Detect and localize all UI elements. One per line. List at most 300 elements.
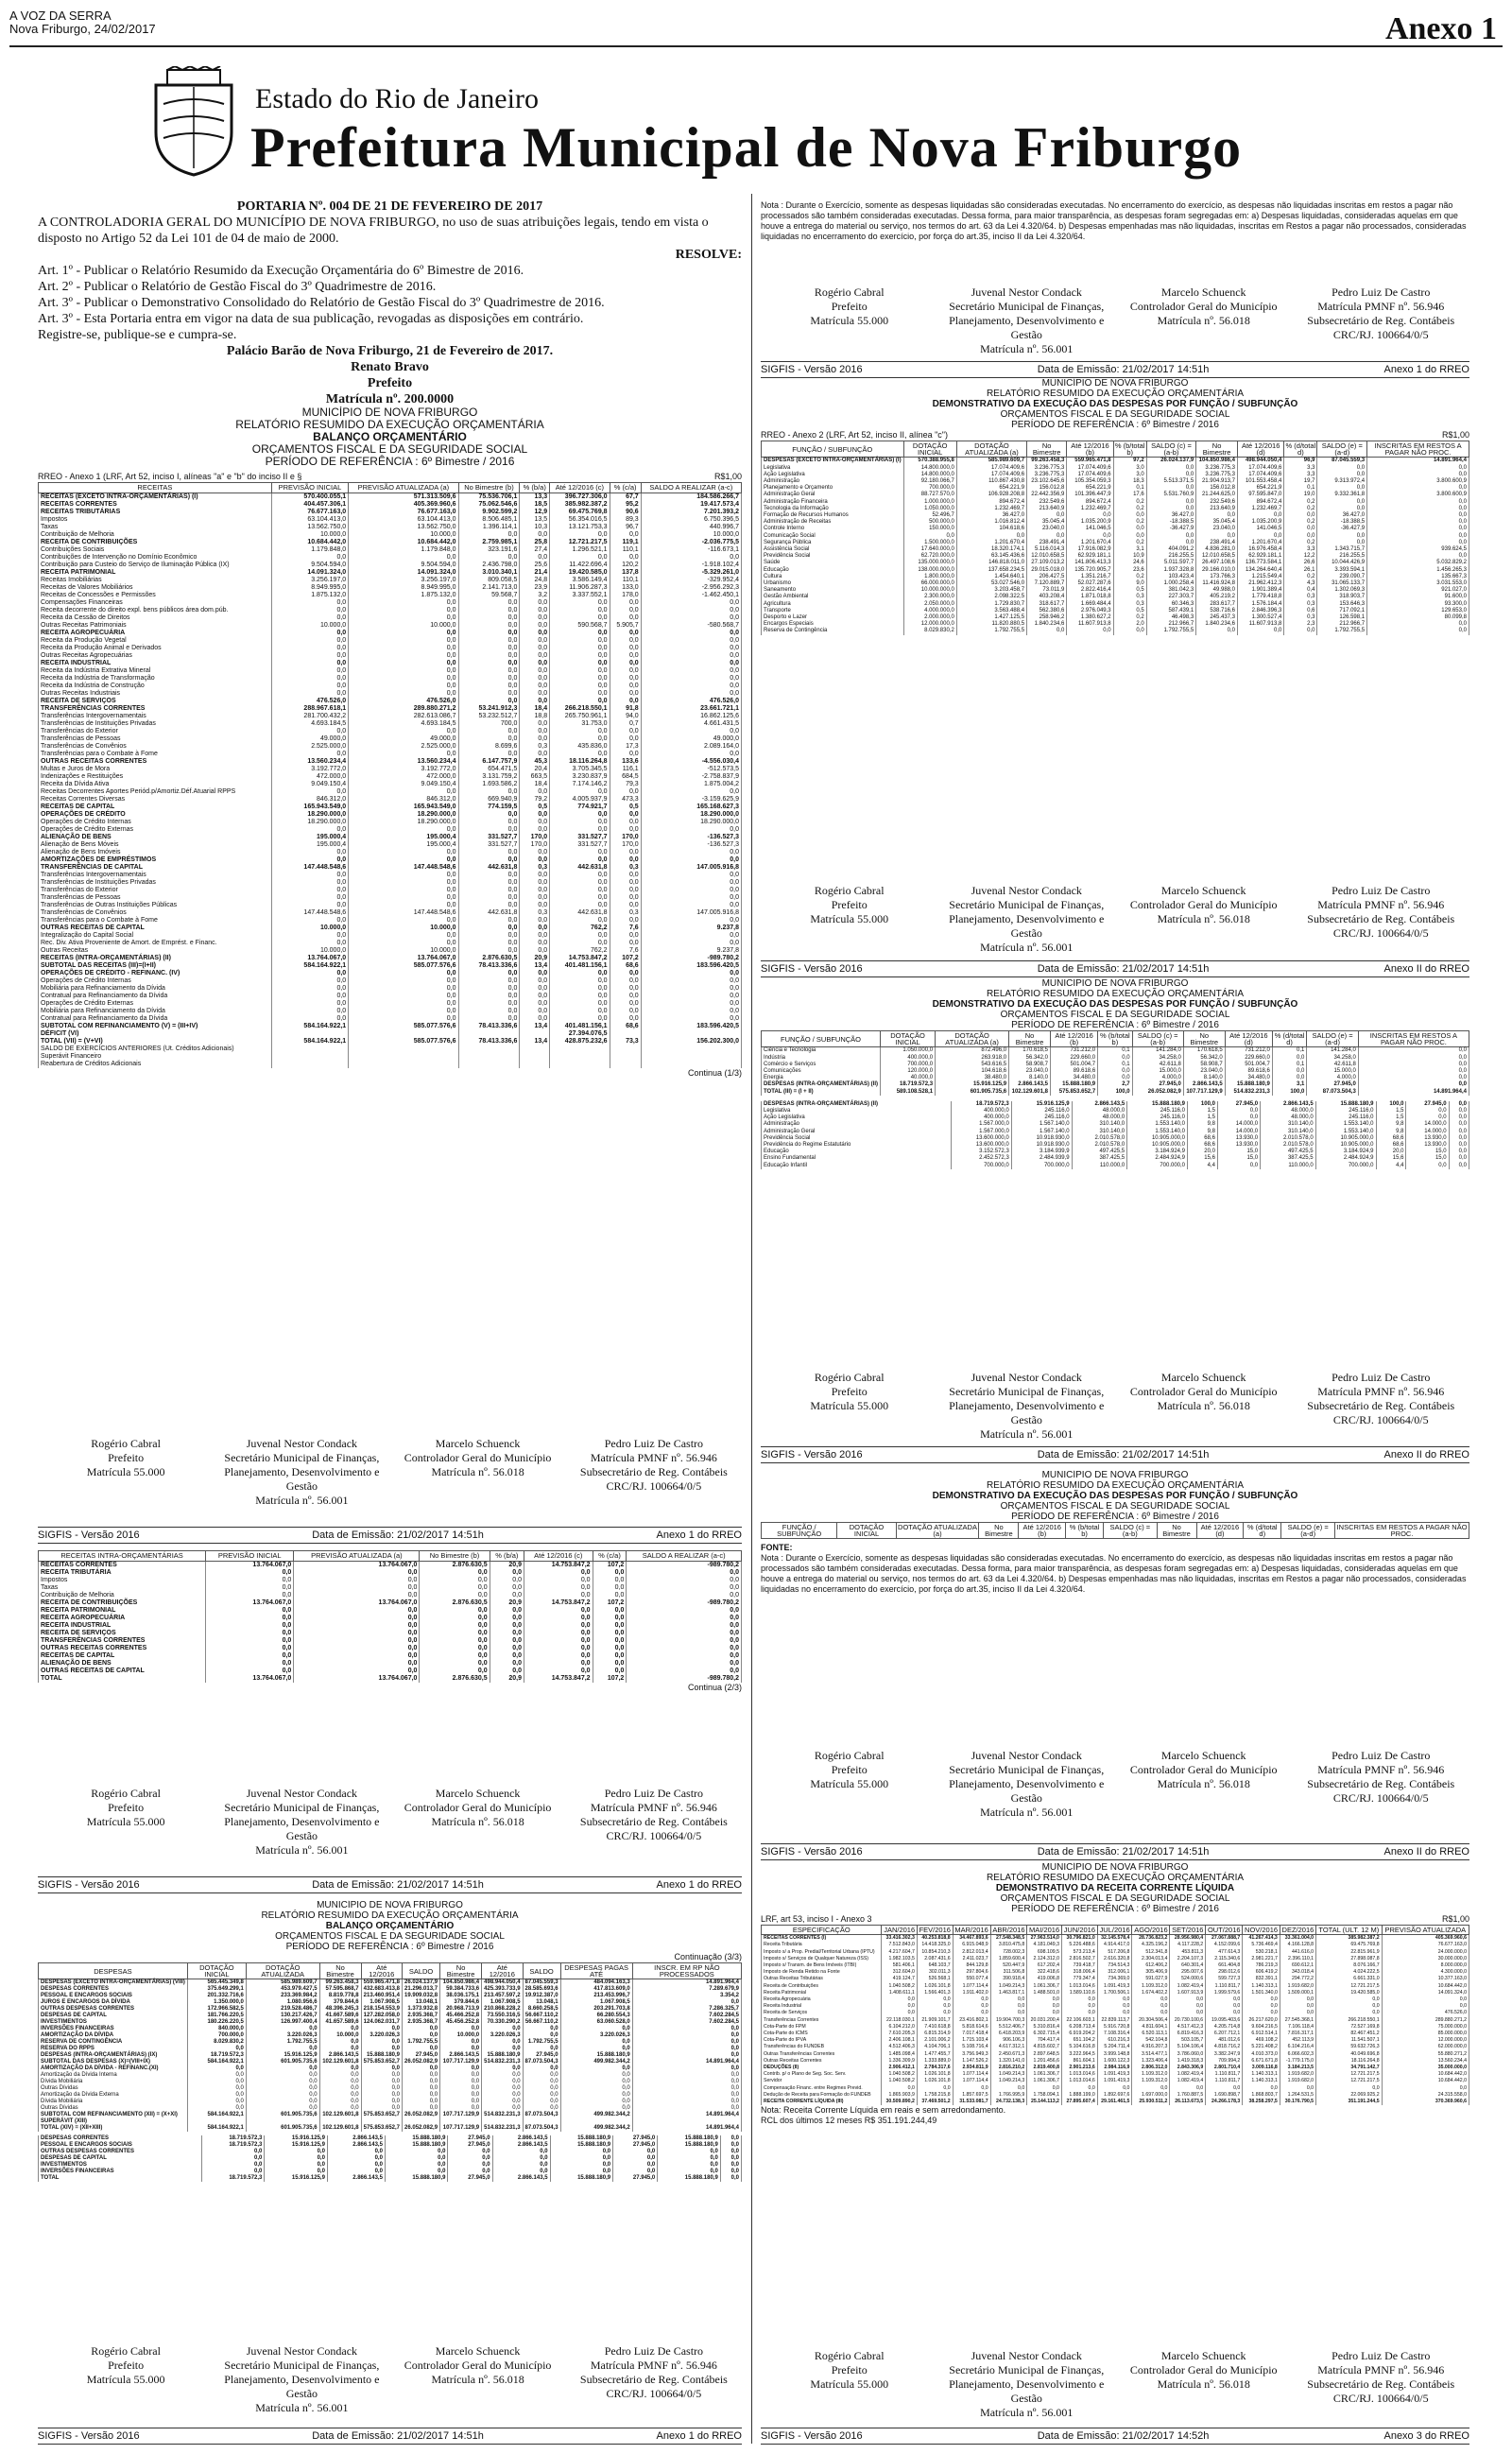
report2-row [762, 601, 1469, 608]
report1-row-label: RECEITA DE CONTRIBUIÇÕES [39, 539, 272, 546]
report1b-cell: 0,0 [206, 1592, 294, 1599]
report1c-intra-row-label: PESSOAL E ENCARGOS SOCIAIS [39, 2142, 202, 2149]
report1-cell: 288.967.618,1 [271, 705, 348, 713]
report3-cell: 75.000.000,0 [1382, 2024, 1469, 2031]
report1-cell: 0,0 [271, 826, 348, 834]
report2-cell: 498.944.050,4 [1238, 458, 1284, 465]
report1-cell: 9.049.150,4 [271, 781, 348, 788]
report2-cell: 3,3 [1284, 546, 1317, 553]
report1-cell: 10.000,0 [349, 531, 458, 539]
report2b-cell: 89.618,6 [1225, 1068, 1272, 1075]
report1-row-label: Receita da Dívida Ativa [39, 781, 272, 788]
report1c-cell: 0,0 [482, 2039, 523, 2046]
report2c-row [762, 1108, 1469, 1115]
report1c-row [39, 2052, 742, 2059]
report2c-cell: 27.945,0 [1406, 1101, 1449, 1108]
report1-cell: 0,0 [641, 849, 741, 856]
report3-cell: 55.880.271,2 [1382, 2051, 1469, 2058]
report1b-cell: 0,0 [490, 1660, 524, 1668]
report2b-cell: 102.129.601,8 [1009, 1089, 1051, 1096]
report1c-cell: 584.164.922,1 [187, 2125, 246, 2132]
report2-cell: 153.646,3 [1317, 601, 1367, 608]
report3-cell: 5.104.616,8 [1061, 2044, 1097, 2050]
report2c-cell: 497.425,5 [1072, 1149, 1127, 1155]
report1c-cell: 1.080.956,6 [246, 1999, 319, 2006]
report2-header-3: No Bimestre [1027, 441, 1067, 458]
report1-cell: -989.780,2 [641, 955, 741, 962]
report1-row [39, 970, 742, 977]
report3-row [762, 2099, 1469, 2105]
report2c-cell: 10.905.000,0 [1315, 1142, 1376, 1149]
portaria-title: PORTARIA Nº. 004 DE 21 DE FEVEREIRO DE 2017 [236, 199, 543, 214]
report2-cell: 1.232.469,7 [956, 506, 1026, 512]
report2-cell: 35.045,4 [1027, 519, 1067, 526]
report1c-row [39, 2065, 742, 2072]
report1c-table [38, 1962, 742, 2132]
signature-role: Secretário Municipal de Finanças, Planejamento, Desenvolvimento e Gestão [949, 1385, 1105, 1426]
report3-cell: 4.325.196,2 [1132, 1942, 1170, 1948]
signature-registration: Matrícula 55.000 [810, 2377, 889, 2391]
report2-cell: 1.871.018,8 [1067, 594, 1113, 600]
report1c-intra-cell: 0,0 [720, 2142, 741, 2149]
report1-cell: 0,0 [458, 887, 520, 894]
report1c-intra-cell: 2.866.143,5 [327, 2142, 385, 2149]
report1c-cell: 99.263.458,3 [319, 1979, 361, 1987]
report3-row-label: Cota-Parte do ICMS [762, 2031, 882, 2037]
report3-cell: 12.000.000,0 [1382, 2037, 1469, 2044]
report1-cell: 0,0 [349, 788, 458, 796]
report1-cell: 0,0 [641, 728, 741, 735]
report1b-cell: 0,0 [206, 1660, 294, 1668]
report2-cell: 0,2 [1113, 540, 1146, 546]
report1-cell: 1.396.114,1 [458, 524, 520, 531]
report2c-cell: 0,0 [1449, 1115, 1469, 1121]
report2b-cell: 87.073.504,3 [1307, 1089, 1358, 1096]
report1-cell [641, 1061, 741, 1068]
report3-cell: 1.715.103,4 [953, 2037, 990, 2044]
report1-cell: 0,0 [271, 630, 348, 637]
report3-cell: 1.091.419,3 [1097, 1983, 1132, 1990]
report1-cell: 0,0 [349, 940, 458, 947]
signature-name: Pedro Luiz De Castro [1332, 285, 1431, 299]
report1c-cell: 3.354,2 [632, 1993, 741, 1999]
report1-cell: 0,0 [550, 675, 610, 683]
report2c-cell: 0,0 [1449, 1163, 1469, 1169]
report1-cell: 31.753,0 [550, 720, 610, 728]
report3-cell: 2.984.116,9 [1097, 2065, 1132, 2071]
report2b-header-5: % (b/total b) [1098, 1031, 1132, 1047]
report1-cell: 0,0 [610, 698, 641, 705]
report3-cell: 19.904.700,3 [990, 2017, 1027, 2024]
report2b-cell: 107.717.129,9 [1183, 1089, 1225, 1096]
report2d-header [761, 1470, 1469, 1522]
report3-row [762, 2058, 1469, 2065]
report1c-cell: 840.000,0 [187, 2026, 246, 2032]
signature-registration: Matrícula 55.000 [810, 314, 889, 327]
report1-cell: 442.631,8 [550, 864, 610, 872]
report1-cell: 0,0 [458, 637, 520, 645]
report3-cell: 6.912.514,1 [1243, 2031, 1280, 2037]
report3-cell: 0,0 [1382, 2085, 1469, 2092]
report3-rcl-value: R$ 351.191.244,49 [864, 2116, 937, 2126]
report1-cell: 0,0 [550, 872, 610, 879]
report2-cell: 318.617,7 [1027, 601, 1067, 608]
report1-row [39, 955, 742, 962]
report1c-cell: 0,0 [440, 2085, 482, 2092]
report2b-cell: 589.108.528,1 [881, 1089, 936, 1096]
report2-cell: 53.027.546,0 [956, 580, 1026, 587]
report3-rcl-label: RCL dos últimos 12 meses [761, 2116, 863, 2126]
report2-cell: 26,1 [1284, 567, 1317, 574]
report1c-cell: 0,0 [632, 2105, 741, 2112]
report3-cell: 542.104,8 [1132, 2037, 1170, 2044]
report3-row-label: Outras Receitas Tributárias [762, 1976, 882, 1982]
report1-cell: 0,0 [458, 1000, 520, 1008]
report1-cell: 2.525.000,0 [271, 743, 348, 751]
report2-cell: 26.024.137,9 [1146, 458, 1195, 465]
report3-cell: 6.104.216,4 [1280, 2044, 1315, 2050]
report1c-cell: 0,0 [187, 2079, 246, 2085]
report1-cell: 0,0 [610, 728, 641, 735]
report3-cell: 1.013.014,6 [1061, 2071, 1097, 2078]
report3-unit: R$1,00 [1441, 1914, 1469, 1924]
report1c-row [39, 1986, 742, 1993]
report2-cell: 700.000,0 [903, 485, 956, 492]
report2-annex-row [761, 430, 1469, 441]
report3-cell: 1.323.406,4 [1132, 2058, 1170, 2065]
report2d-header-5: % (b/total b) [1066, 1523, 1104, 1539]
report2-cell: 258.946,2 [1027, 614, 1067, 621]
report3-cell: 1.091.419,3 [1097, 2078, 1132, 2084]
report1c-line3: BALANÇO ORÇAMENTÁRIO [325, 1921, 455, 1931]
report1-row-label: Rec. Div. Ativa Proveniente de Amort. de Emprést. e Financ. [39, 940, 272, 947]
report3-cell: 698.109,5 [1027, 1949, 1062, 1956]
report3-cell: 0,0 [1206, 1996, 1243, 2003]
report1-row-label: Receita da Produção Vegetal [39, 637, 272, 645]
report2-row [762, 492, 1469, 498]
report3-cell: 5.818.614,6 [953, 2024, 990, 2031]
report2b-cell: 731.212,0 [1050, 1047, 1097, 1055]
report3-cell: 0,0 [1097, 2003, 1132, 2010]
report3-row-label: Dedução de Receita para Formação do FUNDEB [762, 2092, 882, 2099]
report1b-cell: 0,0 [524, 1652, 593, 1660]
report3-cell: 1.082.419,4 [1170, 1983, 1206, 1990]
report2-cell: 0,2 [1284, 519, 1317, 526]
report1c-cell: 233.369.984,2 [246, 1993, 319, 1999]
report1-cell: 0,0 [271, 917, 348, 925]
report1-cell: 0,0 [349, 660, 458, 667]
report3-cell: 27.895.607,4 [1061, 2099, 1097, 2105]
report1c-cell: 0,0 [187, 2046, 246, 2052]
report3-cell: 469.108,2 [1243, 2037, 1280, 2044]
report3-cell: 6.919.204,2 [1061, 2031, 1097, 2037]
report1-cell: 0,0 [610, 977, 641, 985]
report2-line4: ORÇAMENTOS FISCAL E DA SEGURIDADE SOCIAL [1000, 409, 1230, 420]
report2-cell: 2.050.000,0 [903, 601, 956, 608]
masthead [9, 8, 1503, 47]
signature-block [38, 1787, 214, 1867]
signature-name: Rogério Cabral [814, 1371, 885, 1384]
municipal-crest-icon [146, 66, 241, 180]
report1-cell: 147.448.548,6 [349, 864, 458, 872]
report1-cell: 11.422.696,4 [550, 562, 610, 569]
signature-role: Controlador Geral do Município [1129, 2363, 1278, 2376]
report1-cell: 0,0 [349, 683, 458, 690]
report1-annex-row [38, 472, 742, 482]
report1-cell: 0,0 [520, 872, 550, 879]
report3-cell: 10.684.442,0 [1382, 1983, 1469, 1990]
signature-role: Matrícula PMNF nº. 56.946 [590, 2359, 717, 2372]
report1-cell: 584.164.922,1 [271, 1023, 348, 1030]
report2-cell: 216.255,5 [1146, 553, 1195, 560]
report3-cell: 1.690.898,7 [1206, 2092, 1243, 2099]
report1c-intra-cell: 18.719.572,3 [201, 2135, 265, 2142]
report3-cell: 305.406,9 [1132, 1969, 1170, 1976]
report1c-cell: 14.891.964,4 [632, 1979, 741, 1987]
report1-cell: 49.000,0 [271, 735, 348, 743]
report2-row-label: Urbanismo [762, 580, 904, 587]
report1c-row [39, 2072, 742, 2079]
report1-cell: 7,6 [610, 947, 641, 955]
report1c-cell: 0,0 [523, 2085, 560, 2092]
report1b-cell: 0,0 [627, 1630, 742, 1637]
report3-cell: 832.391,1 [1243, 1976, 1280, 1982]
report3-row-label: Compensação Financ. entre Regimes Previd. [762, 2085, 882, 2092]
report1c-cell: 7.289.679,9 [632, 1986, 741, 1993]
report2c-cell: 3.184.939,9 [1011, 1149, 1072, 1155]
report3-header-13: TOTAL (ULT. 12 M) [1316, 1926, 1383, 1935]
report3-cell: 1.061.306,7 [1027, 2078, 1062, 2084]
report1-row-label: Receitas de Valores Mobiliários [39, 584, 272, 592]
report2-row-label: Cultura [762, 574, 904, 580]
report1-cell [271, 1053, 348, 1061]
report3-cell: 12.721.217,5 [1316, 1983, 1383, 1990]
report3-cell: 0,0 [1097, 2010, 1132, 2016]
report1c-cell: 584.164.922,1 [187, 2059, 246, 2065]
report1c-cell: 584.164.922,1 [187, 2112, 246, 2118]
report1c-cell: 0,0 [523, 2032, 560, 2039]
report1-cell: 0,0 [271, 887, 348, 894]
report2-header-5: % (b/total b) [1114, 441, 1145, 458]
report2b-cell: 400.000,0 [881, 1055, 936, 1062]
report2-cell: 19,7 [1284, 478, 1317, 485]
report3-cell: 298.012,6 [1206, 1969, 1243, 1976]
report1b-cell: 0,0 [524, 1630, 593, 1637]
report2-row [762, 499, 1469, 506]
report1b-cell: 13.764.067,0 [294, 1599, 420, 1607]
report2-cell: 1.901.389,4 [1238, 587, 1284, 594]
report1c-header-0: DESPESAS [39, 1963, 188, 1979]
signature-registration: Matrícula nº. 56.018 [1157, 1777, 1250, 1790]
report1-cell: 10.000,0 [271, 531, 348, 539]
report1c-cell: 0,0 [361, 2092, 402, 2099]
report2c-cell: 10.905.000,0 [1315, 1135, 1376, 1142]
report1-cell: 27.394.076,5 [550, 1030, 610, 1038]
report1-cell [458, 1030, 520, 1038]
report1-cell: 323.191,6 [458, 546, 520, 554]
report3-cell: 2.784.317,6 [917, 2065, 953, 2071]
report1-cell: 13,3 [520, 493, 550, 502]
report1-cell: 18,4 [520, 781, 550, 788]
signature-name: Juvenal Nestor Condack [971, 1371, 1082, 1384]
report2-cell: 0,0 [1113, 526, 1146, 532]
report2-header-2: DOTAÇÃO ATUALIZADA (a) [956, 441, 1026, 458]
report1-row [39, 577, 742, 584]
report1-cell: 0,0 [550, 970, 610, 977]
report3-cell: 779.347,4 [1061, 1976, 1097, 1982]
report1c-row-label: DESPESAS (INTRA-ORÇAMENTÁRIAS) (IX) [39, 2052, 188, 2059]
report2b-row-label: DESPESAS (INTRA-ORÇAMENTÁRIAS) (II) [762, 1081, 881, 1088]
report2-header-8: Até 12/2016 (d) [1238, 441, 1284, 458]
report3-cell: 648.103,7 [917, 1962, 953, 1969]
report1c-cell: 126.997.400,4 [246, 2019, 319, 2026]
report1-row-label: RECEITA AGROPECUÁRIA [39, 630, 272, 637]
report1-cell: 6.147.757,9 [458, 758, 520, 766]
report2-row [762, 560, 1469, 566]
report2b-cell: 0,0 [1098, 1075, 1132, 1081]
report1b-row [39, 1652, 742, 1660]
report1b-cell: 0,0 [593, 1569, 627, 1577]
report2-row [762, 628, 1469, 634]
report3-cell: 1.091.419,3 [1097, 2071, 1132, 2078]
report2-cell: 5.011.597,7 [1146, 560, 1195, 566]
report1c-row-label: DESPESAS DE CAPITAL [39, 2013, 188, 2019]
report2b-row-label: Comunicações [762, 1068, 881, 1075]
report2b-cell: 0,1 [1098, 1047, 1132, 1055]
report2-row-label: Previdência Social [762, 553, 904, 560]
report3-cell: 0,0 [1027, 1996, 1062, 2003]
report1c-cell: 0,0 [403, 2092, 440, 2099]
report3-cell: 1.077.114,4 [953, 2078, 990, 2084]
report1c-cell: 565.445.349,8 [187, 1979, 246, 1987]
report2-cell: 717.092,1 [1317, 608, 1367, 614]
report2-row [762, 458, 1469, 465]
report1c-cell: 0,0 [319, 2092, 361, 2099]
report2b-header-10: SALDO (e) = (a-d) [1307, 1031, 1358, 1047]
state-title: Estado do Rio de Janeiro [255, 83, 539, 114]
report2b-cell: 2,7 [1098, 1081, 1132, 1088]
report1-row-label: SUBTOTAL COM REFINANCIAMENTO (V) = (III+IV) [39, 1023, 272, 1030]
report1c-cell: 514.832.231,3 [482, 2059, 523, 2065]
report2-cell: 1.343.715,7 [1317, 546, 1367, 553]
signature-role: Controlador Geral do Município [404, 1801, 552, 1814]
report1-cell: 0,3 [520, 909, 550, 917]
report2-cell: 3,0 [1113, 465, 1146, 472]
report1-cell: 0,0 [271, 985, 348, 993]
report1-cell: 476.526,0 [349, 698, 458, 705]
report2c-cell: 245.116,0 [1127, 1108, 1188, 1115]
report2-cell: -18.388,5 [1146, 519, 1195, 526]
report2c-cell: 245.116,0 [1315, 1108, 1376, 1115]
report1-cell: 76.677.163,0 [271, 509, 348, 516]
report1b-cell: -989.780,2 [627, 1675, 742, 1683]
report1-cell: 0,0 [610, 735, 641, 743]
report2-cell: 894.672,4 [1238, 499, 1284, 506]
report1-cell: 89,3 [610, 516, 641, 524]
report3-cell: 34.791.142,7 [1316, 2065, 1383, 2071]
report2-cell: 23.040,0 [1027, 526, 1067, 532]
report2-cell: 5.531.760,9 [1146, 492, 1195, 498]
report1c-cell: 41.667.589,6 [319, 2013, 361, 2019]
report1-cell: 0,0 [458, 925, 520, 932]
report2c-cell: 700.000,0 [1011, 1163, 1072, 1169]
report2-cell: 1.729.830,7 [956, 601, 1026, 608]
report1-cell: 442.631,8 [458, 909, 520, 917]
report1-row-label: Receitas Correntes Diversas [39, 796, 272, 804]
report1c-row [39, 2026, 742, 2032]
report1-cell: 0,0 [349, 977, 458, 985]
report1-cell: 0,0 [610, 660, 641, 667]
report1-row [39, 622, 742, 630]
report2-cell: 88.727.570,0 [903, 492, 956, 498]
report3-cell: 11.541.507,1 [1316, 2037, 1383, 2044]
report1-cell: 0,0 [550, 660, 610, 667]
report2b-cell: 0,0 [1358, 1075, 1469, 1081]
report1b-cell: 0,0 [490, 1652, 524, 1660]
report1-row-label: RECEITAS DE CAPITAL [39, 804, 272, 811]
report3-cell: 3.009.116,8 [1243, 2065, 1280, 2071]
report1-row [39, 720, 742, 728]
report2c-cell: 0,0 [1449, 1135, 1469, 1142]
report1-row [39, 1000, 742, 1008]
report2c-cell: 2.866.143,5 [1261, 1101, 1316, 1108]
report3-cell: 5.204.711,4 [1097, 2044, 1132, 2050]
report1c-cell: 87.045.559,3 [523, 1979, 560, 1987]
report3-cell: 6.208.713,4 [1061, 2024, 1097, 2031]
portaria [38, 199, 742, 407]
report1-cell: 0,0 [458, 652, 520, 660]
report2b-cell: 27.945,0 [1132, 1081, 1183, 1088]
report3-cell: 2.901.213,6 [1061, 2065, 1097, 2071]
report3-header-1: JAN/2016 [882, 1926, 917, 1935]
report1-cell: 2.876.630,5 [458, 955, 520, 962]
report2-row [762, 472, 1469, 478]
report1c-row [39, 2105, 742, 2112]
report1c-cell: 0,0 [403, 2046, 440, 2052]
report1c-cell: 10.000,0 [319, 2032, 361, 2039]
report1-cell: 0,0 [610, 1008, 641, 1015]
report2b-row-label: Indústria [762, 1055, 881, 1062]
report3-cell: 33.416.302,3 [882, 1935, 917, 1943]
report1-cell: 0,0 [458, 667, 520, 675]
footer-anexo: Anexo 1 do RREO [656, 1529, 742, 1541]
report1-cell: 0,0 [271, 667, 348, 675]
report1-cell: 165.943.549,0 [349, 804, 458, 811]
report1-cell: 0,0 [641, 667, 741, 675]
report1-cell: 94,0 [610, 713, 641, 720]
report3-cell: 6.915.048,9 [953, 1942, 990, 1948]
report1b-cell: 0,0 [206, 1668, 294, 1675]
report1-cell: 0,0 [610, 887, 641, 894]
report3-cell: 526.568,1 [917, 1976, 953, 1982]
report3-cell: 1.919.682,0 [1280, 2071, 1315, 2078]
report1c-cell: 0,0 [523, 2026, 560, 2032]
report1-cell: 0,0 [458, 690, 520, 698]
footer-sigfis: SIGFIS - Versão 2016 [38, 1879, 140, 1891]
report1-cell: 0,0 [610, 690, 641, 698]
report1-row [39, 879, 742, 887]
report3-cell: 0,0 [1206, 2003, 1243, 2010]
report1b-row-label: RECEITAS DE CAPITAL [39, 1652, 206, 1660]
report1-cell: -5.329.261,0 [641, 569, 741, 577]
report1b-row [39, 1599, 742, 1607]
report3-cell: 322.418,6 [1027, 1969, 1062, 1976]
report1-cell: 0,0 [349, 902, 458, 909]
report1b-cell: 0,0 [294, 1660, 420, 1668]
signature-registration: Matrícula nº. 56.018 [1157, 314, 1250, 327]
report1c-cell: 0,0 [482, 2046, 523, 2052]
report1-cell: 0,0 [641, 637, 741, 645]
